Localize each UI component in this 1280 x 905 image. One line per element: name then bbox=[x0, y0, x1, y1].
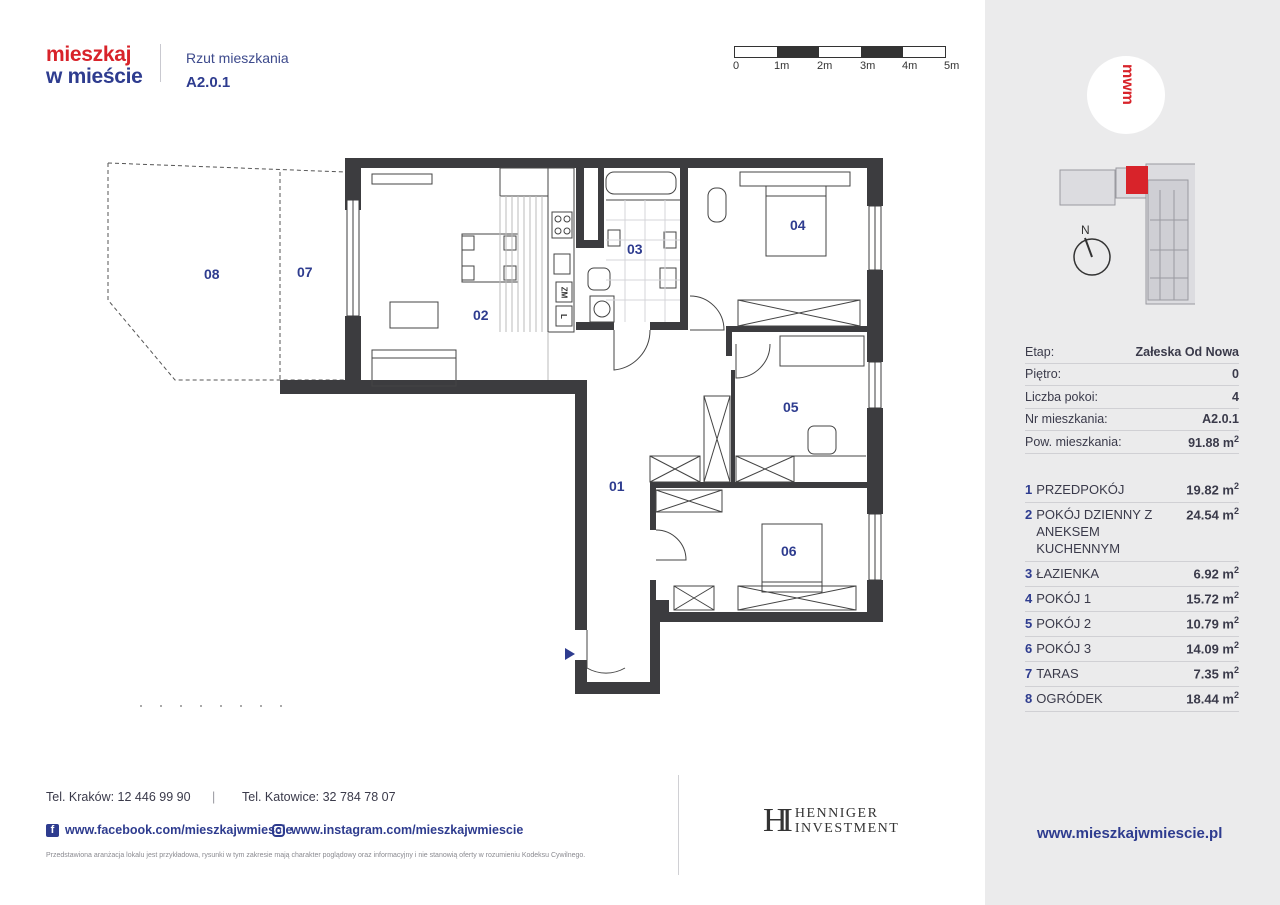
room-name: TARAS bbox=[1036, 666, 1079, 681]
room-row bbox=[1025, 478, 1239, 503]
room-name: POKÓJ 1 bbox=[1036, 591, 1092, 606]
room-row bbox=[1025, 687, 1239, 712]
scale-label: 5m bbox=[944, 60, 960, 72]
instagram-icon bbox=[272, 824, 285, 837]
instagram-link[interactable] bbox=[272, 823, 523, 837]
scale-label: 0 bbox=[733, 60, 740, 72]
fixture-fridge-label: L bbox=[558, 314, 568, 319]
scale-label: 3m bbox=[860, 60, 876, 72]
phone-separator: | bbox=[212, 790, 216, 804]
phone-krakow: Tel. Kraków: 12 446 99 90 bbox=[46, 790, 191, 804]
room-name: ŁAZIENKA bbox=[1036, 566, 1100, 581]
room-name: POKÓJ 2 bbox=[1036, 616, 1092, 631]
panel-logo-text: mwm bbox=[1119, 64, 1136, 105]
room-number: 6 bbox=[1025, 641, 1033, 656]
info-label: Liczba pokoi: bbox=[1025, 389, 1098, 404]
room-number: 3 bbox=[1025, 566, 1033, 581]
info-row bbox=[1025, 386, 1239, 409]
room-name: POKÓJ DZIENNY Z ANEKSEM KUCHENNYM bbox=[1036, 507, 1153, 556]
room-row bbox=[1025, 587, 1239, 612]
room-row bbox=[1025, 562, 1239, 587]
room-label-08: 08 bbox=[204, 266, 220, 282]
location-map bbox=[1050, 160, 1195, 305]
brand-line-1: mieszkaj bbox=[46, 43, 132, 66]
room-row bbox=[1025, 503, 1239, 562]
facebook-link[interactable] bbox=[46, 823, 292, 837]
room-label-04: 04 bbox=[790, 217, 806, 233]
room-area: 14.09 $m^2$ bbox=[1186, 640, 1239, 657]
room-number: 1 bbox=[1025, 482, 1033, 497]
scale-label: 4m bbox=[902, 60, 918, 72]
partner-logo bbox=[763, 804, 899, 838]
room-label-06: 06 bbox=[781, 543, 797, 559]
room-row bbox=[1025, 637, 1239, 662]
info-value: A2.0.1 bbox=[1202, 412, 1239, 427]
room-area: 18.44 $m^2$ bbox=[1186, 690, 1239, 707]
room-name: OGRÓDEK bbox=[1036, 691, 1103, 706]
info-value: 4 bbox=[1232, 389, 1239, 404]
facebook-icon: f bbox=[46, 824, 59, 837]
room-number: 4 bbox=[1025, 591, 1033, 606]
room-label-05: 05 bbox=[783, 399, 799, 415]
room-area: 24.54 $m^2$ bbox=[1186, 506, 1239, 523]
brand-line-2: w mieście bbox=[46, 65, 143, 88]
info-row bbox=[1025, 364, 1239, 387]
room-area: 6.92 $m^2$ bbox=[1193, 565, 1239, 582]
room-area: 7.35 $m^2$ bbox=[1193, 665, 1239, 682]
info-row bbox=[1025, 431, 1239, 454]
website-link[interactable]: www.mieszkajwmiescie.pl bbox=[1037, 825, 1223, 842]
info-label: Piętro: bbox=[1025, 367, 1062, 382]
footer-divider bbox=[678, 775, 679, 875]
room-area: 15.72 $m^2$ bbox=[1186, 590, 1239, 607]
instagram-url[interactable]: www.instagram.com/mieszkajwmiescie bbox=[291, 823, 524, 837]
partner-name-line1: HENNIGER bbox=[794, 806, 879, 821]
info-label: Etap: bbox=[1025, 344, 1055, 359]
info-value: 0 bbox=[1232, 367, 1239, 382]
room-number: 8 bbox=[1025, 691, 1033, 706]
info-value: Załeska Od Nowa bbox=[1135, 344, 1239, 359]
room-area: 10.79 $m^2$ bbox=[1186, 615, 1239, 632]
fixture-washer-label: ZM bbox=[559, 286, 569, 299]
room-row bbox=[1025, 612, 1239, 637]
phone-katowice: Tel. Katowice: 32 784 78 07 bbox=[242, 790, 396, 804]
partner-name-line2: INVESTMENT bbox=[794, 821, 900, 836]
info-label: Pow. mieszkania: bbox=[1025, 434, 1122, 449]
scale-label: 1m bbox=[774, 60, 790, 72]
room-label-01: 01 bbox=[609, 478, 625, 494]
info-value: 91.88 $m^2$ bbox=[1188, 433, 1239, 450]
facebook-url[interactable]: www.facebook.com/mieszkajwmiescie bbox=[65, 823, 293, 837]
room-row bbox=[1025, 662, 1239, 687]
room-label-02: 02 bbox=[473, 307, 489, 323]
plan-code: A2.0.1 bbox=[186, 74, 231, 91]
room-label-07: 07 bbox=[297, 264, 313, 280]
info-row bbox=[1025, 341, 1239, 364]
panel-logo bbox=[1087, 56, 1165, 134]
room-number: 5 bbox=[1025, 616, 1033, 631]
info-label: Nr mieszkania: bbox=[1025, 412, 1108, 427]
info-row bbox=[1025, 409, 1239, 432]
room-name: POKÓJ 3 bbox=[1036, 641, 1092, 656]
room-label-03: 03 bbox=[627, 241, 643, 257]
compass-label: N bbox=[1081, 223, 1090, 237]
room-number: 2 bbox=[1025, 507, 1033, 522]
scale-label: 2m bbox=[817, 60, 833, 72]
plan-label: Rzut mieszkania bbox=[186, 50, 289, 66]
partner-mark: HI bbox=[763, 802, 787, 839]
room-name: PRZEDPOKÓJ bbox=[1036, 482, 1125, 497]
compass-icon bbox=[1071, 236, 1113, 278]
room-number: 7 bbox=[1025, 666, 1033, 681]
rooms-area-table bbox=[1025, 478, 1239, 712]
disclaimer: Przedstawiona aranżacja lokalu jest przykładowa, rysunki w tym zakresie mają charakter poglądowy oraz informacyjny i nie stanowią oferty w rozumieniu Kodeksu Cywilnego. bbox=[46, 852, 586, 859]
apartment-info-table bbox=[1025, 341, 1239, 454]
room-area: 19.82 $m^2$ bbox=[1186, 481, 1239, 498]
